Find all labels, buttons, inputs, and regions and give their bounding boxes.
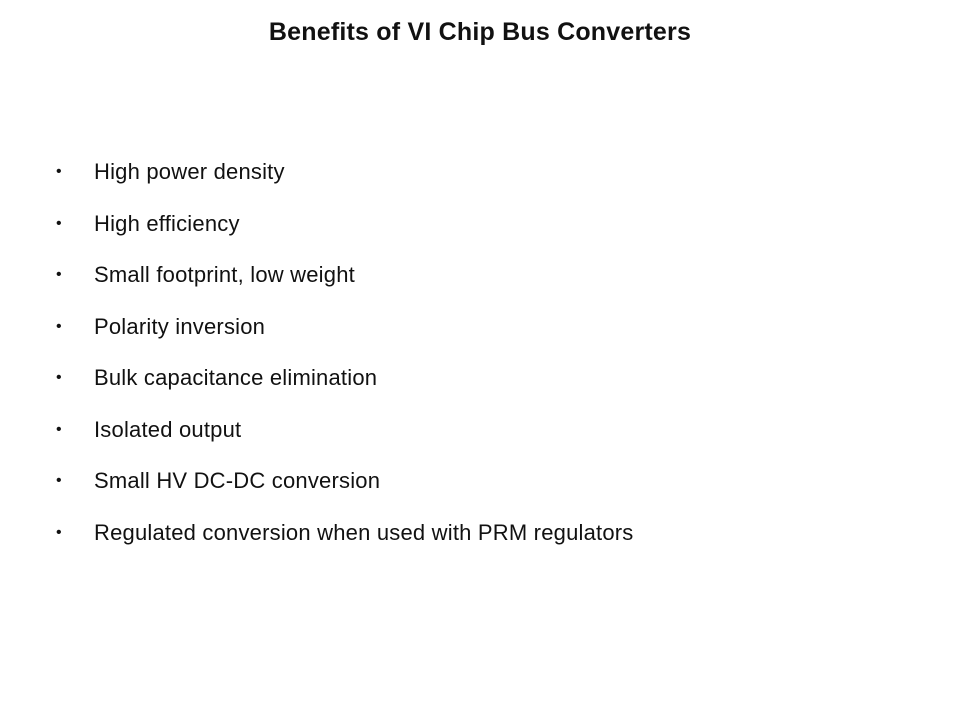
- list-item: [56, 412, 916, 464]
- list-item-text: High power density: [94, 159, 285, 184]
- bullet-icon: •: [56, 163, 62, 180]
- list-item-text: Regulated conversion when used with PRM regulators: [94, 519, 634, 545]
- slide-title: Benefits of VI Chip Bus Converters: [268, 18, 692, 46]
- bullet-icon: •: [56, 214, 62, 232]
- list-item-text: Small HV DC-DC conversion: [94, 468, 381, 493]
- list-item-text: Polarity inversion: [94, 313, 266, 339]
- bullet-icon: •: [56, 523, 62, 541]
- list-item: [56, 206, 916, 258]
- bullet-icon: •: [56, 317, 62, 335]
- list-item-text: High efficiency: [94, 210, 240, 236]
- list-item: [56, 360, 916, 412]
- bullet-icon: •: [56, 369, 62, 386]
- bullet-icon: •: [56, 472, 62, 489]
- list-item: [56, 154, 916, 206]
- list-item: [56, 309, 916, 361]
- bullet-icon: •: [56, 420, 62, 438]
- bullet-icon: •: [56, 266, 62, 283]
- list-item: [56, 515, 916, 567]
- list-item: [56, 257, 916, 309]
- list-item: [56, 463, 916, 515]
- benefits-list: [56, 154, 916, 566]
- list-item-text: Bulk capacitance elimination: [94, 365, 378, 390]
- list-item-text: Isolated output: [94, 416, 242, 442]
- list-item-text: Small footprint, low weight: [94, 262, 355, 287]
